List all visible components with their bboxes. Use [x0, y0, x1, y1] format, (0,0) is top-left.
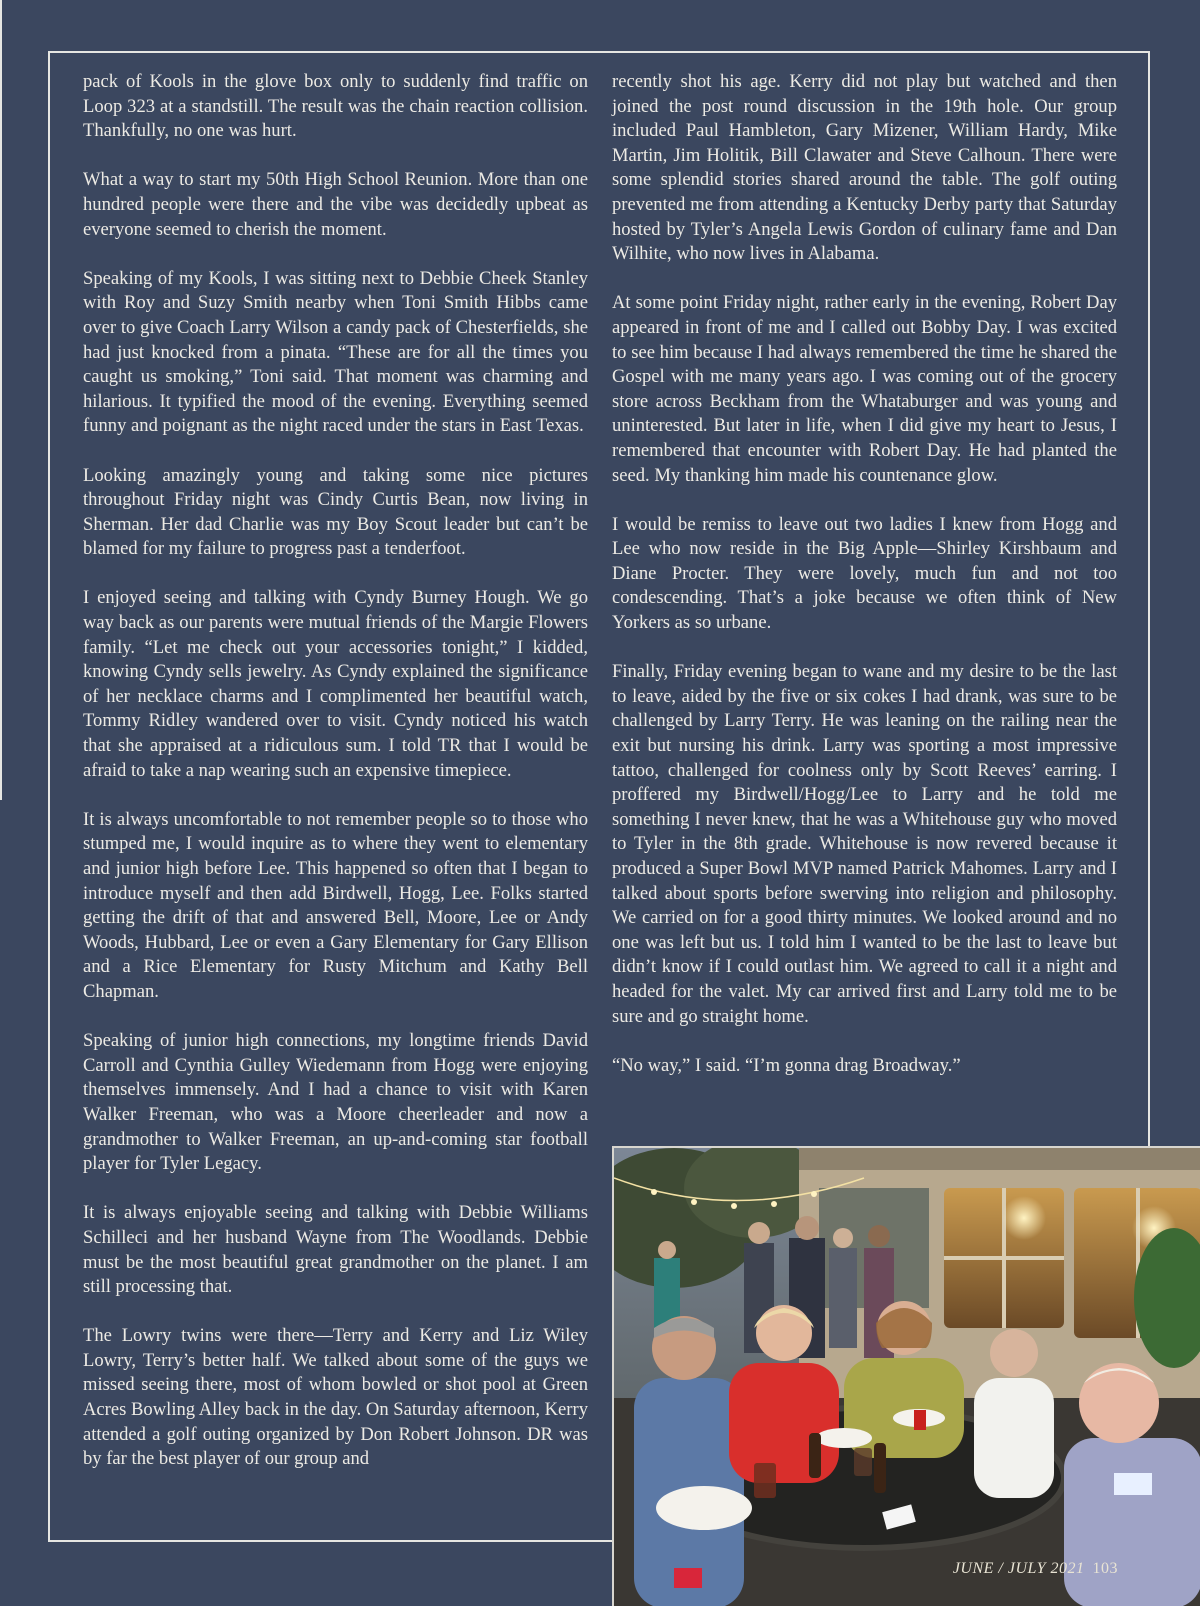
article-paragraph: “No way,” I said. “I’m gonna drag Broadway.” [612, 1054, 961, 1076]
article-paragraph: pack of Kools in the glove box only to suddenly find traffic on Loop 323 at a standstill. The result was the chain reaction collision. Thankfully, no one was hurt. [83, 71, 588, 142]
article-paragraph: Looking amazingly young and taking some nice pictures throughout Friday night was Cindy Curtis Bean, now living in Sherman. Her dad Charlie was my Boy Scout leader but can’t be blamed for my failure to progress past a tenderfoot. [83, 464, 588, 560]
article-paragraph: recently shot his age. Kerry did not play but watched and then joined the post round discussion in the 19th hole. Our group included Paul Hambleton, Gary Mizener, William Hardy, Mike Martin, Jim Holitik, Bill Clawater and Steve Calhoun. There were some splendid stories shared around the table. The golf outing prevented me from attending a Kentucky Derby party that Saturday hosted by Tyler’s Angela Lewis Gordon of culinary fame and Dan Wilhite, who now lives in Alabama. [612, 71, 1117, 265]
article-paragraph: At some point Friday night, rather early in the evening, Robert Day appeared in front of me and I called out Bobby Day. I was excited to see him because I had always remembered the time he shared the Gospel with me many years ago. I was coming out of the grocery store across Beckham from the Whataburger and was young and uninterested. But later in life, when I did give my heart to Jesus, I remembered that encounter with Robert Day. He had planted the seed. My thanking him made his countenance glow. [612, 292, 1117, 486]
article-paragraph: What a way to start my 50th High School Reunion. More than one hundred people were there and the vibe was decidedly upbeat as everyone seemed to cherish the moment. [83, 169, 588, 240]
article-column-right [612, 70, 1117, 1103]
article-paragraph: It is always uncomfortable to not remember people so to those who stumped me, I would inquire as to where they went to elementary and junior high before Lee. This happened so often that I began to introduce myself and then add Birdwell, Hogg, Lee. Folks started getting the drift of that and answered Bell, Moore, Lee or Andy Woods, Hubbard, Lee or even a Gary Elementary for Gary Ellison and a Rice Elementary for Rusty Mitchum and Kathy Bell Chapman. [83, 808, 588, 1002]
issue-label: JUNE / JULY 2021 [952, 1560, 1085, 1577]
page-number: 103 [1092, 1560, 1118, 1577]
article-paragraph: Finally, Friday evening began to wane and my desire to be the last to leave, aided by the five or six cokes I had drank, was sure to be challenged by Larry Terry. He was leaning on the railing near the exit but nursing his drink. Larry was sporting a most impressive tattoo, challenged for coolness only by Scott Reeves’ earring. I proffered my Birdwell/Hogg/Lee to Larry and he told me something I never knew, that he was a Whitehouse guy who moved to Tyler in the 8th grade. Whitehouse is now revered because it produced a Super Bowl MVP named Patrick Mahomes. Larry and I talked about sports before swerving into religion and philosophy. We carried on for a good thirty minutes. We looked around and no one was left but us. I told him I wanted to be the last to leave but didn’t know if I could outlast him. We agreed to call it a night and headed for the valet. My car arrived first and Larry told me to be sure and go straight home. [612, 661, 1117, 1027]
article-paragraph: I enjoyed seeing and talking with Cyndy Burney Hough. We go way back as our parents were mutual friends of the Margie Flowers family. “Let me check out your accessories tonight,” I kidded, knowing Cyndy sells jewelry. As Cyndy explained the significance of her necklace charms and I complimented her beautiful watch, Tommy Ridley wandered over to visit. Cyndy noticed his watch that she appraised at a ridiculous sum. I told TR that I would be afraid to take a nap wearing such an expensive timepiece. [83, 587, 588, 781]
reunion-group-photo [612, 1146, 1200, 1606]
article-paragraph: The Lowry twins were there—Terry and Kerry and Liz Wiley Lowry, Terry’s better half. We talked about some of the guys we missed seeing there, most of whom bowled or shot pool at Green Acres Bowling Alley back in the day. On Saturday afternoon, Kerry attended a golf outing organized by Don Robert Johnson. DR was by far the best player of our group and [83, 1325, 588, 1470]
page-folio [953, 1560, 1118, 1578]
article-paragraph: Speaking of junior high connections, my longtime friends David Carroll and Cynthia Gulley Wiedemann from Hogg were enjoying themselves immensely. And I had a chance to visit with Karen Walker Freeman, who was a Moore cheerleader and now a grandmother to Walker Freeman, an up-and-coming star football player for Tyler Legacy. [83, 1030, 588, 1175]
article-paragraph: Speaking of my Kools, I was sitting next to Debbie Cheek Stanley with Roy and Suzy Smith nearby when Toni Smith Hibbs came over to give Coach Larry Wilson a candy pack of Chesterfields, she had just knocked from a pinata. “These are for all the times you caught us smoking,” Toni said. That moment was charming and hilarious. It typified the mood of the evening. Everything seemed funny and poignant as the night raced under the stars in East Texas. [83, 267, 588, 437]
page-edge-rule [0, 0, 2, 800]
article-paragraph: I would be remiss to leave out two ladies I knew from Hogg and Lee who now reside in the Big Apple—Shirley Kirshbaum and Diane Procter. They were lovely, much fun and not too condescending. That’s a joke because we often think of New Yorkers as so urbane. [612, 513, 1117, 634]
article-column-left [83, 70, 588, 1496]
article-paragraph: It is always enjoyable seeing and talking with Debbie Williams Schilleci and her husband Wayne from The Woodlands. Debbie must be the most beautiful great grandmother on the planet. I am still processing that. [83, 1202, 588, 1298]
